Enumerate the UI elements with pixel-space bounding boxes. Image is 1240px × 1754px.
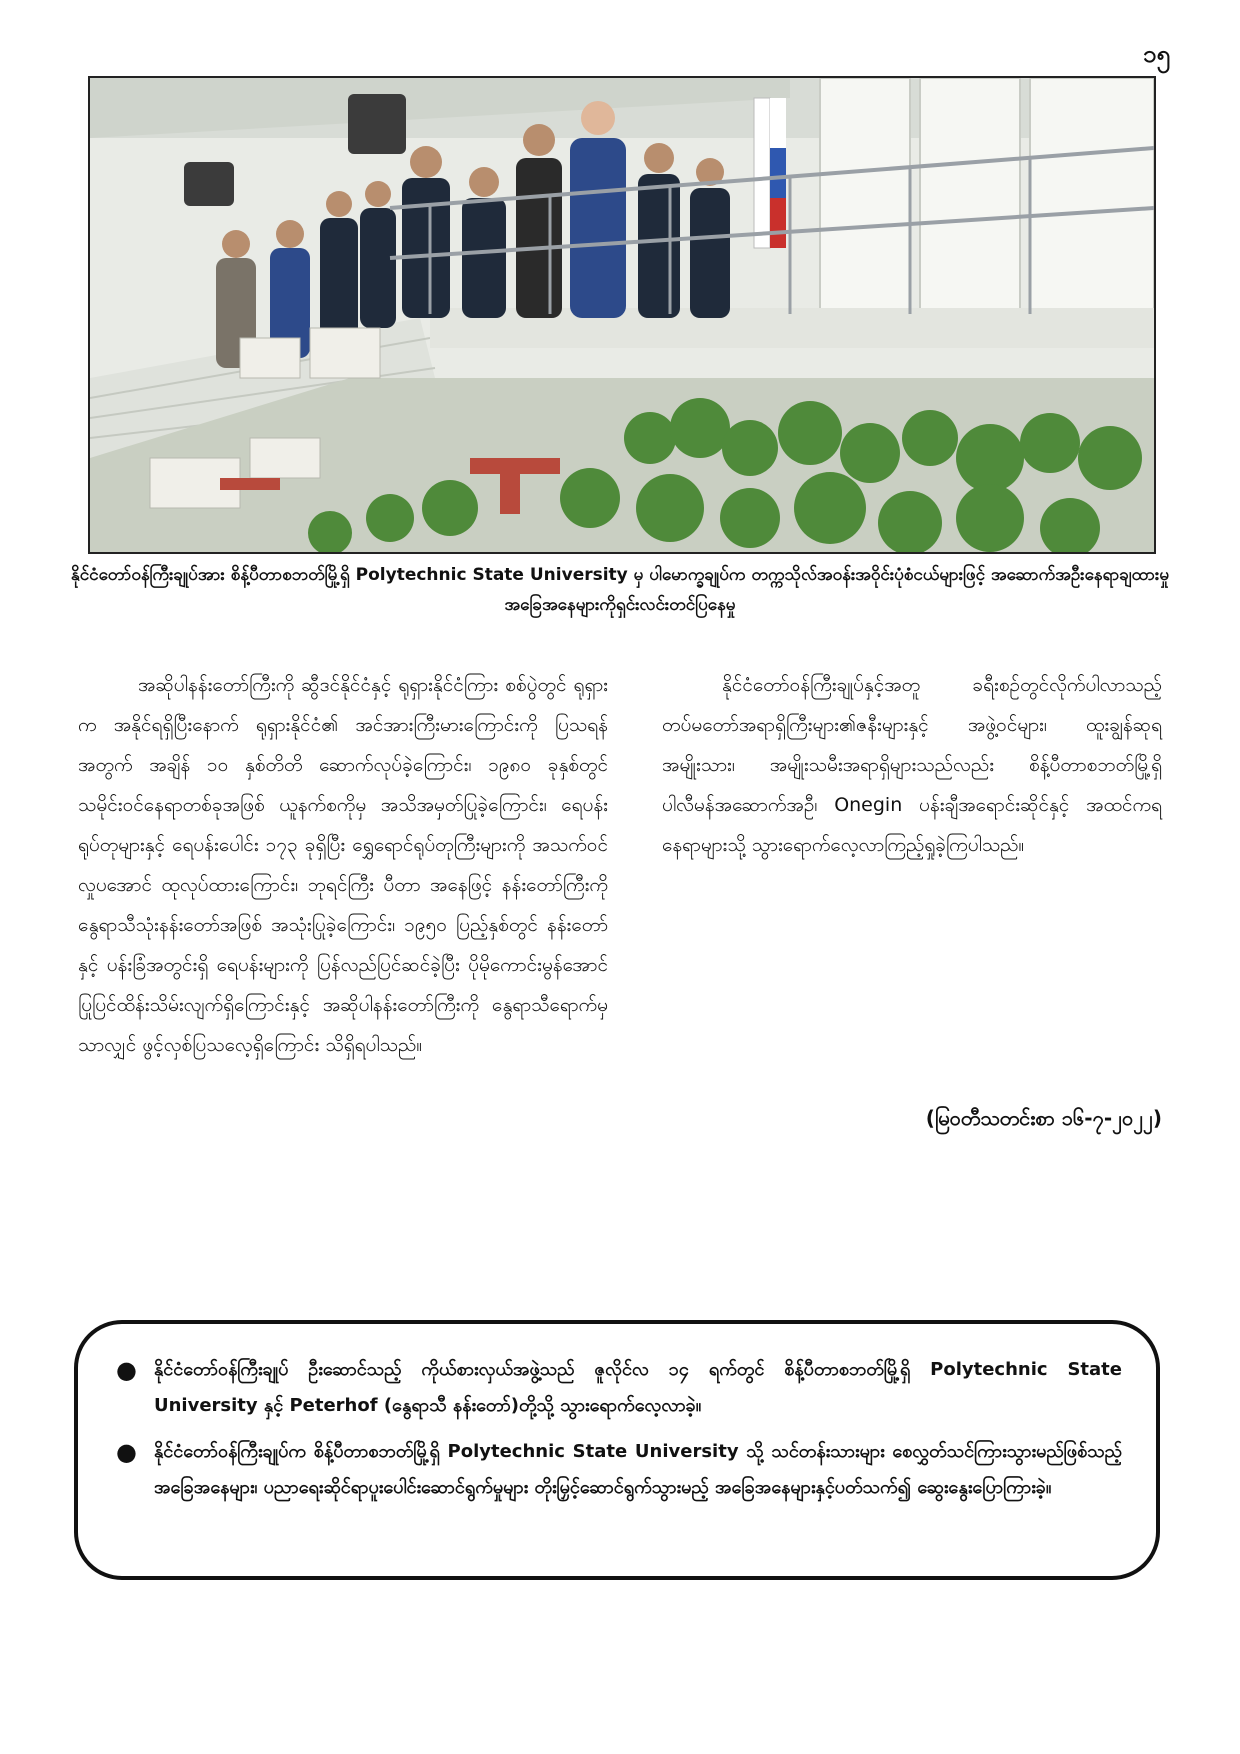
highlights-box — [74, 1320, 1160, 1580]
page-number: ၁၅ — [1143, 40, 1170, 68]
news-photo — [88, 76, 1156, 554]
highlight-text: နိုင်ငံတော်ဝန်ကြီးချုပ်က စိန့်ပီတာစဘတ်မြို့ရှိ Polytechnic State University သို့ သင်တန်းသားများ စေလွှတ်သင်ကြားသွားမည်ဖြစ်သည့်အခြေအနေများ၊ ပညာရေးဆိုင်ရာပူးပေါင်းဆောင်ရွက်မှုများ တိုးမြှင့်ဆောင်ရွက်သွားမည့် အခြေအနေများနှင့်ပတ်သက်၍ ဆွေးနွေးပြောကြားခဲ့။ — [154, 1441, 1122, 1498]
article-column-right: နိုင်ငံတော်ဝန်ကြီးချုပ်နှင့်အတူ ခရီးစဉ်တွင်လိုက်ပါလာသည့် တပ်မတော်အရာရှိကြီးများ၏ဇနီးများနှင့် အဖွဲ့ဝင်များ၊ ထူးချွန်ဆုရ အမျိုးသား၊ အမျိုးသမီးအရာရှိများသည်လည်း စိန့်ပီတာစဘတ်မြို့ရှိ ပါလီမန်အဆောက်အဦ၊ Onegin ပန်းချီအရောင်းဆိုင်နှင့် အထင်ကရနေရာများသို့ သွားရောက်လေ့လာကြည့်ရှုခဲ့ကြပါသည်။ — [662, 674, 1162, 856]
highlight-item — [112, 1434, 1122, 1506]
photo-caption: နိုင်ငံတော်ဝန်ကြီးချုပ်အား စိန့်ပီတာစဘတ်မြို့ရှိ Polytechnic State University မှ ပါမောက္ခချုပ်က တက္ကသိုလ်အဝန်းအဝိုင်းပုံစံငယ်များဖြင့် အဆောက်အဦးနေရာချထားမှုအခြေအနေများကိုရှင်းလင်းတင်ပြနေမှု — [70, 565, 1170, 615]
photo-illustration — [90, 78, 1154, 552]
article-column-left: အဆိုပါနန်းတော်ကြီးကို ဆွီဒင်နိုင်ငံနှင့် ရုရှားနိုင်ငံကြား စစ်ပွဲတွင် ရုရှားက အနိုင်ရရှိပြီးနောက် ရုရှားနိုင်ငံ၏ အင်အားကြီးမားကြောင်းကို ပြသရန်အတွက် အချိန် ၁၀ နှစ်တိတိ ဆောက်လုပ်ခဲ့ကြောင်း၊ ၁၉၈၀ ခုနှစ်တွင် သမိုင်းဝင်နေရာတစ်ခုအဖြစ် ယူနက်စကိုမှ အသိအမှတ်ပြုခဲ့ကြောင်း၊ ရေပန်းရုပ်တုများနှင့် ရေပန်းပေါင်း ၁၇၃ ခုရှိပြီး ရွှေရောင်ရုပ်တုကြီးများကို အသက်ဝင်လှုပအောင် ထုလုပ်ထားကြောင်း၊ ဘုရင်ကြီး ပီတာ အနေဖြင့် နန်းတော်ကြီးကို နွေရာသီသုံးနန်းတော်အဖြစ် အသုံးပြုခဲ့ကြောင်း၊ ၁၉၅၀ ပြည့်နှစ်တွင် နန်းတော်နှင့် ပန်းခြံအတွင်းရှိ ရေပန်းများကို ပြန်လည်ပြင်ဆင်ခဲ့ပြီး ပိုမိုကောင်းမွန်အောင် ပြုပြင်ထိန်းသိမ်းလျက်ရှိကြောင်းနှင့် အဆိုပါနန်းတော်ကြီးကို နွေရာသီရောက်မှသာလျှင် ဖွင့်လှစ်ပြသလေ့ရှိကြောင်း သိရှိရပါသည်။ — [78, 674, 608, 1056]
bullet-icon: ● — [116, 1356, 137, 1384]
highlight-item — [112, 1352, 1122, 1424]
bullet-icon: ● — [116, 1438, 137, 1466]
source-citation: (မြဝတီသတင်းစာ ၁၆-၇-၂၀၂၂) — [925, 1106, 1162, 1130]
highlight-text: နိုင်ငံတော်ဝန်ကြီးချုပ် ဦးဆောင်သည့် ကိုယ်စားလှယ်အဖွဲ့သည် ဇူလိုင်လ ၁၄ ရက်တွင် စိန့်ပီတာစဘတ်မြို့ရှိ Polytechnic State University နှင့် Peterhof (နွေရာသီ နန်းတော်)တို့သို့ သွားရောက်လေ့လာခဲ့။ — [154, 1359, 1122, 1416]
